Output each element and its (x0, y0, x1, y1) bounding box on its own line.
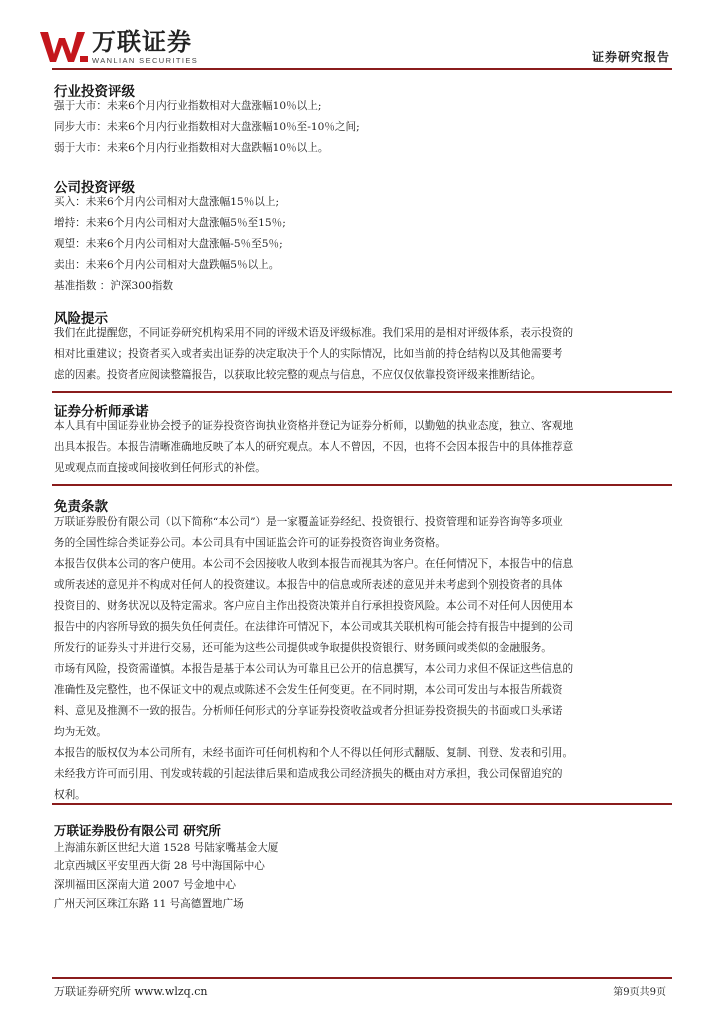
company-rating-line: 买入：未来6个月内公司相对大盘涨幅15％以上; (54, 196, 280, 208)
disclaimer-line: 市场有风险，投资需谨慎。本报告是基于本公司认为可靠且已公开的信息撰写，本公司力求但不保证这些信息的 (54, 663, 574, 675)
risk-line: 虑的因素。投资者应阅读整篇报告，以获取比较完整的观点与信息，不应仅仅依靠投资评级来推断结论。 (54, 369, 542, 381)
risk-line: 我们在此提醒您，不同证券研究机构采用不同的评级术语及评级标准。我们采用的是相对评级体系，表示投资的 (54, 327, 574, 339)
disclaimer-line: 未经我方许可而引用、刊发或转载的引起法律后果和造成我公司经济损失的概由对方承担，我公司保留追究的 (54, 768, 563, 780)
analyst-paragraph (54, 416, 670, 479)
wanlian-logo-icon (40, 30, 88, 64)
disclaimer-line: 报告中的内容所导致的损失负任何责任。在法律许可情况下，本公司或其关联机构可能会持有报告中提到的公司 (54, 621, 574, 633)
disclaimer-line: 或所表述的意见并不构成对任何人的投资建议。本报告中的信息或所表述的意见并未考虑到个别投资者的具体 (54, 579, 563, 591)
disclaimer-line: 料、意见及推测不一致的报告。分析师任何形式的分享证券投资收益或者分担证券投资损失的书面或口头承诺 (54, 705, 563, 717)
analyst-line: 见或观点而直接或间接收到任何形式的补偿。 (54, 462, 266, 474)
company-rating-heading: 公司投资评级 (54, 180, 135, 196)
analyst-line: 本人具有中国证券业协会授予的证券投资咨询执业资格并登记为证券分析师，以勤勉的执业态度，独立、客观地 (54, 420, 574, 432)
disclaimer-line: 本报告的版权仅为本公司所有，未经书面许可任何机构和个人不得以任何形式翻版、复制、刊登、发表和引用。 (54, 747, 574, 759)
disclaimer-line: 务的全国性综合类证券公司。本公司具有中国证监会许可的证券投资咨询业务资格。 (54, 537, 446, 549)
industry-rating-line: 强于大市：未来6个月内行业指数相对大盘涨幅10％以上; (54, 100, 322, 112)
company-rating-line: 增持：未来6个月内公司相对大盘涨幅5％至15％; (54, 217, 286, 229)
logo-chinese-name: 万联证券 (92, 28, 192, 56)
header-divider (52, 68, 672, 70)
disclaimer-line: 准确性及完整性，也不保证文中的观点或陈述不会发生任何变更。在不同时期，本公司可发出与本报告所载资 (54, 684, 563, 696)
disclaimer-line: 投资目的、财务状况以及特定需求。客户应自主作出投资决策并自行承担投资风险。本公司不对任何人因使用本 (54, 600, 574, 612)
risk-heading: 风险提示 (54, 311, 108, 327)
section-divider (52, 803, 672, 805)
risk-paragraph (54, 323, 670, 386)
industry-rating-line: 弱于大市：未来6个月内行业指数相对大盘跌幅10％以上。 (54, 142, 329, 154)
analyst-line: 出具本报告。本报告清晰准确地反映了本人的研究观点。本人不曾因，不因，也将不会因本报告中的具体推荐意 (54, 441, 574, 453)
disclaimer-line: 万联证券股份有限公司（以下简称“本公司”）是一家覆盖证券经纪、投资银行、投资管理和证券咨询等多项业 (54, 516, 563, 528)
page-number: 第9页共9页 (613, 987, 666, 998)
disclaimer-line: 均为无效。 (54, 726, 107, 738)
address-shanghai: 上海浦东新区世纪大道 1528 号陆家嘴基金大厦 (54, 842, 279, 854)
analyst-commitment-heading: 证券分析师承诺 (54, 404, 149, 420)
address-shenzhen: 深圳福田区深南大道 2007 号金地中心 (54, 879, 237, 891)
logo-english-name: WANLIAN SECURITIES (92, 56, 199, 65)
risk-line: 相对比重建议；投资者买入或者卖出证券的决定取决于个人的实际情况，比如当前的持仓结构以及其他需要考 (54, 348, 563, 360)
company-rating-line: 卖出：未来6个月内公司相对大盘跌幅5％以上。 (54, 259, 280, 271)
disclaimer-line: 权利。 (54, 789, 86, 801)
address-beijing: 北京西城区平安里西大街 28 号中海国际中心 (54, 860, 265, 872)
disclaimer-paragraph (54, 512, 670, 806)
disclaimer-line: 本报告仅供本公司的客户使用。本公司不会因接收人收到本报告而视其为客户。在任何情况下，本报告中的信息 (54, 558, 574, 570)
section-divider (52, 484, 672, 486)
industry-rating-line: 同步大市：未来6个月内行业指数相对大盘涨幅10％至-10％之间; (54, 121, 360, 133)
footer-divider (52, 977, 672, 979)
disclaimer-line: 所发行的证券头寸并进行交易，还可能为这些公司提供或争取提供投资银行、财务顾问或类似的金融服务。 (54, 642, 552, 654)
report-type-label: 证券研究报告 (591, 50, 670, 64)
benchmark-index-line: 基准指数 ：沪深300指数 (54, 280, 173, 292)
section-divider (52, 391, 672, 393)
address-guangzhou: 广州天河区珠江东路 11 号高德置地广场 (54, 898, 244, 910)
industry-rating-heading: 行业投资评级 (54, 84, 135, 100)
disclaimer-heading: 免责条款 (54, 499, 108, 515)
footer-website: 万联证券研究所 www.wlzq.cn (54, 985, 208, 998)
research-institute-title: 万联证券股份有限公司 研究所 (54, 823, 221, 838)
company-rating-line: 观望：未来6个月内公司相对大盘涨幅-5％至5％; (54, 238, 283, 250)
